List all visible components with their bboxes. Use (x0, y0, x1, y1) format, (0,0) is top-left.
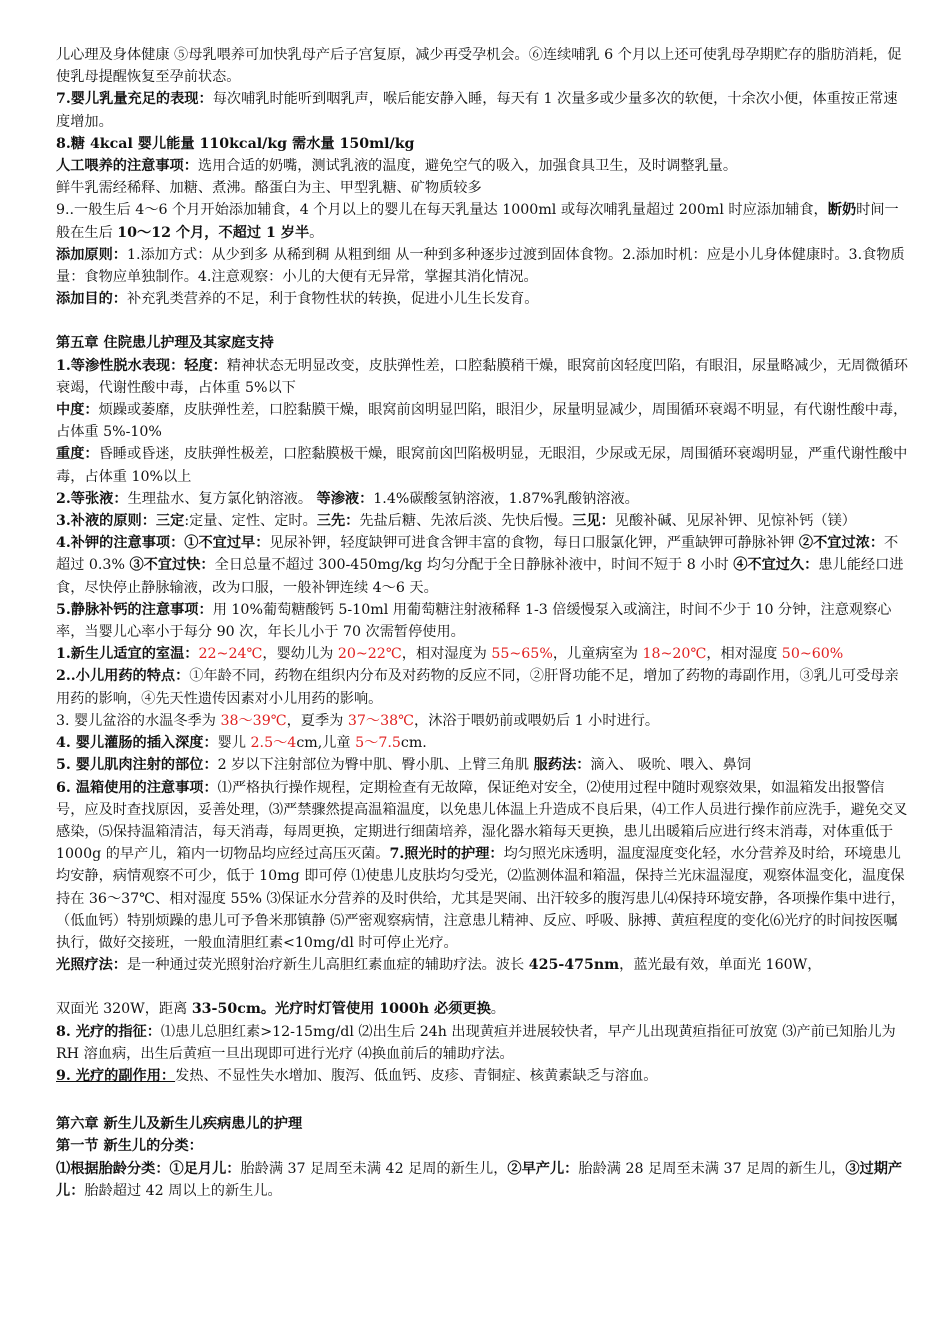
paragraph-isotonic-solutions: 2.等张液：生理盐水、复方氯化钠溶液。 等渗液：1.4%碳酸氢钠溶液，1.87%乳酸钠溶液。 (56, 490, 639, 507)
paragraph-phototherapy-continued: 双面光 320W，距离 33-50cm。光疗时灯管使用 1000h 必须更换。 (56, 1001, 505, 1018)
paragraph-adding-principles: 添加原则：1.添加方式：从少到多 从稀到稠 从粗到细 从一种到多种逐步过渡到固体食物。2.添加时机：应是小儿身体健康时。3.食物质量：食物应单独制作。4.注意观察：小儿的大便有无异常，掌握其消化情况。 (56, 246, 905, 286)
paragraph-potassium: 4.补钾的注意事项：①不宜过早：见尿补钾，轻度缺钾可进食含钾丰富的食物，每日口服氯化钾，严重缺钾可静脉补钾 ②不宜过浓：不超过 0.3% ③不宜过快：全日总量不超过 300-450mg/kg 均匀分配于全日静脉补液中，时间不短于 8 小时 ④不宜过久：患儿能经口进食，尽快停止静脉输液，改为口服，一般补钾连续 4～6 天。 (56, 535, 904, 596)
paragraph-phototherapy-indications: 8. 光疗的指征：⑴患儿总胆红素>12-15mg/dl ⑵出生后 24h 出现黄疸并进展较快者，早产儿出现黄疸指征可放宽 ⑶产前已知胎儿为 RH 溶血病，出生后黄疸一旦出现即可进行光疗 ⑷换血前后的辅助疗法。 (56, 1023, 896, 1062)
paragraph-energy-needs: 8.糖 4kcal 婴儿能量 110kcal/kg 需水量 150ml/kg (56, 135, 415, 152)
paragraph-pediatric-drugs: 2..小儿用药的特点：①年龄不同，药物在组织内分布及对药物的反应不同，②肝肾功能不足，增加了药物的毒副作用，③乳儿可受母亲用药的影响，④先天性遗传因素对小儿用药的影响。 (56, 668, 899, 707)
paragraph-room-temperature: 1.新生儿适宜的室温：22~24℃，婴幼儿为 20~22℃，相对湿度为 55~65%，儿童病室为 18~20℃，相对湿度 50~60% (56, 646, 844, 663)
paragraph-mild-dehydration: 1.等渗性脱水表现：轻度：精神状态无明显改变，皮肤弹性差，口腔黏膜稍干燥，眼窝前囟轻度凹陷，有眼泪，尿量略减少，无周微循环衰竭，代谢性酸中毒，占体重 5%以下 (56, 357, 908, 396)
paragraph-phototherapy-side-effects: 9. 光疗的副作用：发热、不显性失水增加、腹泻、低血钙、皮疹、青铜症、核黄素缺乏与溶血。 (56, 1067, 658, 1084)
paragraph-fluid-principles: 3.补液的原则：三定:定量、定性、定时。三先：先盐后糖、先浓后淡、先快后慢。三见：见酸补碱、见尿补钾、见惊补钙（镁） (56, 513, 856, 530)
paragraph-newborn-classification: ⑴根据胎龄分类：①足月儿：胎龄满 37 足周至未满 42 足周的新生儿，②早产儿：胎龄满 28 足周至未满 37 足周的新生儿，③过期产儿：胎龄超过 42 周以上的新生儿。 (56, 1160, 903, 1199)
section-spacer (56, 1087, 908, 1113)
paragraph-adding-purpose: 添加目的：补充乳类营养的不足，利于食物性状的转换，促进小儿生长发育。 (56, 291, 539, 308)
paragraph-phototherapy: 光照疗法：是一种通过荧光照射治疗新生儿高胆红素血症的辅助疗法。波长 425-475nm，蓝光最有效，单面光 160W， (56, 957, 822, 974)
paragraph-enema-depth: 4. 婴儿灌肠的插入深度：婴儿 2.5～4cm,儿童 5～7.5cm. (56, 735, 427, 752)
paragraph-breastfeeding-benefits: 儿心理及身体健康 ⑤母乳喂养可加快乳母产后子宫复原，减少再受孕机会。⑥连续哺乳 6 个月以上还可使乳母孕期贮存的脂肪消耗，促使乳母提醒恢复至孕前状态。 (56, 47, 902, 86)
paragraph-injection-site: 5. 婴儿肌肉注射的部位：2 岁以下注射部位为臀中肌、臀小肌、上臂三角肌 服药法：滴入、 吸吮、喂入、鼻饲 (56, 757, 751, 774)
paragraph-complementary-food: 9..一般生后 4～6 个月开始添加辅食，4 个月以上的婴儿在每天乳量达 1000ml 或每次哺乳量超过 200ml 时应添加辅食，断奶时间一般在生后 10～12 个月，不超过 1 岁半。 (56, 202, 899, 241)
paragraph-cow-milk: 鲜牛乳需经稀释、加糖、煮沸。酪蛋白为主、甲型乳糖、矿物质较多 (56, 180, 482, 197)
heading-artificial-feeding: 人工喂养的注意事项： (56, 158, 198, 175)
heading-adding-principles: 添加原则： (56, 246, 127, 263)
heading-milk-sufficiency: 7.婴儿乳量充足的表现： (56, 91, 213, 108)
paragraph-moderate-dehydration: 中度：烦躁或萎靡，皮肤弹性差，口腔黏膜干燥，眼窝前囟明显凹陷，眼泪少，尿量明显减少，周围循环衰竭不明显，有代谢性酸中毒，占体重 5%-10% (56, 402, 908, 441)
paragraph-calcium: 5.静脉补钙的注意事项：用 10%葡萄糖酸钙 5-10ml 用葡萄糖注射液稀释 1-3 倍缓慢泵入或滴注，时间不少于 10 分钟，注意观察心率，当婴儿心率小于每分 90 次，年长儿小于 70 次需暂停使用。 (56, 601, 892, 641)
paragraph-bath-temperature: 3. 婴儿盆浴的水温冬季为 38～39℃，夏季为 37～38℃，沐浴于喂奶前或喂奶后 1 小时进行。 (56, 712, 660, 729)
line-spacer (56, 976, 908, 998)
section-one-heading: 第一节 新生儿的分类： (56, 1138, 203, 1155)
paragraph-incubator-phototherapy-care: 6. 温箱使用的注意事项：⑴严格执行操作规程，定期检查有无故障，保证绝对安全，⑵使用过程中随时观察效果，如温箱发出报警信号，应及时查找原因，妥善处理，⑶严禁骤然提高温箱温度，以免患儿体温上升造成不良后果，⑷工作人员进行操作前应洗手，避免交叉感染，⑸保持温箱清洁，每天消毒，每周更换，定期进行细菌培养，湿化器水箱每天更换，患儿出暖箱后应进行终末消毒，对体重低于 1000g 的早产儿，箱内一切物品均应经过高压灭菌。7.照光时的护理：均匀照光床透明，温度湿度变化轻，水分营养及时给，环境患儿均安静，病情观察不可少，低于 10mg 即可停 ⑴使患儿皮肤均匀受光，⑵监测体温和箱温，保持兰光床温湿度，观察体温变化，温度保持在 36～37℃、相对湿度 55% ⑶保证水分营养的及时供给，尤其是哭闹、出汗较多的腹泻患儿⑷保持环境安静，各项操作集中进行，（低血钙）特别烦躁的患儿可予鲁米那镇静 ⑸严密观察病情，注意患儿精神、反应、呼吸、脉搏、黄疸程度的变化⑹光疗的时间按医嘱执行，做好交接班，一般血清胆红素<10mg/dl 时可停止光疗。 (56, 779, 908, 951)
chapter-five-heading: 第五章 住院患儿护理及其家庭支持 (56, 335, 274, 352)
heading-adding-purpose: 添加目的： (56, 291, 127, 308)
section-spacer (56, 310, 908, 332)
paragraph-artificial-feeding: 人工喂养的注意事项：选用合适的奶嘴，测试乳液的温度，避免空气的吸入，加强食具卫生，及时调整乳量。 (56, 158, 738, 175)
paragraph-severe-dehydration: 重度：昏睡或昏迷，皮肤弹性极差，口腔黏膜极干燥，眼窝前囟凹陷极明显，无眼泪，少尿或无尿，周围循环衰竭明显，严重代谢性酸中毒，占体重 10%以上 (56, 446, 908, 485)
chapter-six-heading: 第六章 新生儿及新生儿疾病患儿的护理 (56, 1116, 303, 1133)
paragraph-milk-sufficiency: 7.婴儿乳量充足的表现：每次哺乳时能听到咽乳声，喉后能安静入睡，每天有 1 次量多或少量多次的软便，十余次小便，体重按正常速度增加。 (56, 91, 898, 130)
heading-isotonic-dehydration: 1.等渗性脱水表现：轻度： (56, 357, 227, 374)
